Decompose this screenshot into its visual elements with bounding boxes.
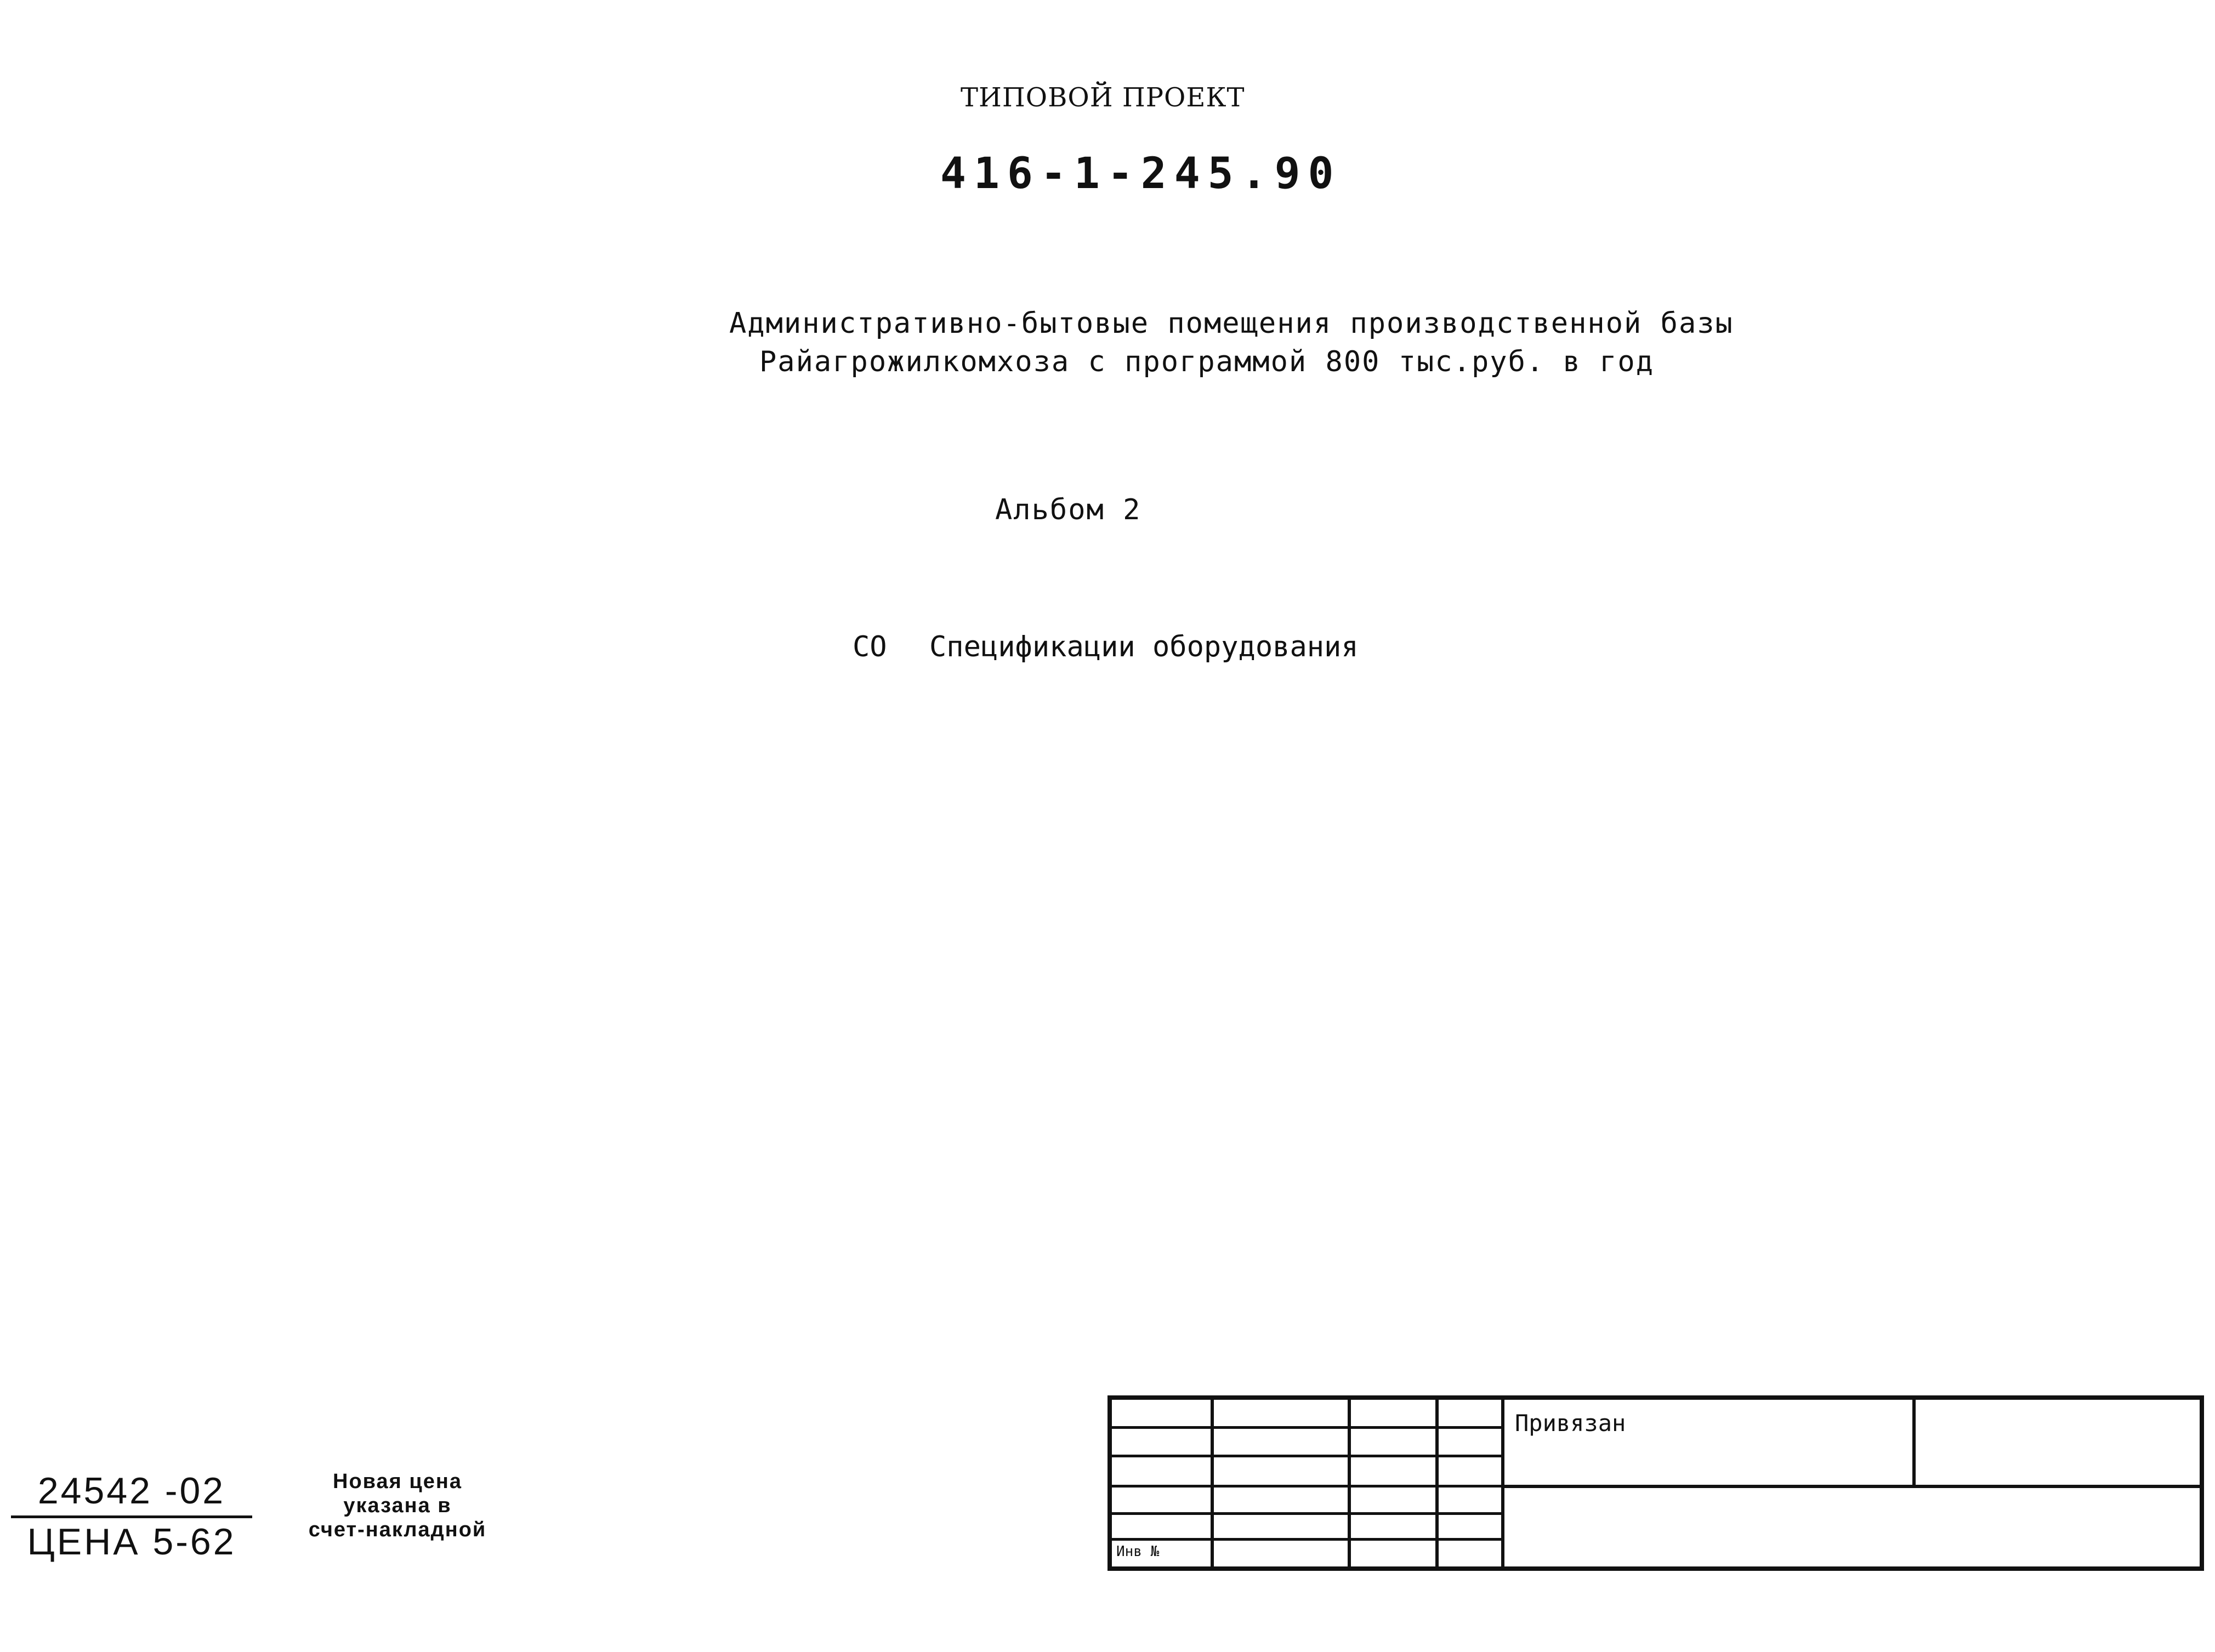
price-note — [277, 1469, 518, 1542]
document-title-line-1: Административно-бытовые помещения производственной базы — [729, 307, 1734, 340]
title-block-stamp — [1108, 1395, 2204, 1571]
stamp-line — [1501, 1485, 2203, 1488]
section-code: СО — [853, 631, 887, 663]
price-value: ЦЕНА 5-62 — [27, 1521, 236, 1563]
price-note-line-3: счет-накладной — [308, 1518, 487, 1541]
privyazan-label: Привязан — [1515, 1410, 1626, 1437]
catalog-number: 24542 -02 — [37, 1470, 226, 1512]
stamp-line — [1112, 1512, 1504, 1515]
stamp-line — [1501, 1400, 1504, 1566]
section-name: Спецификации оборудования — [929, 631, 1359, 663]
inventory-number-label: Инв № — [1116, 1543, 1160, 1560]
stamp-line — [1112, 1485, 1504, 1488]
section-entry — [853, 631, 1359, 663]
stamp-line — [1112, 1538, 1504, 1541]
stamp-line — [1211, 1400, 1214, 1566]
stamp-line — [1348, 1400, 1351, 1566]
project-type-heading: ТИПОВОЙ ПРОЕКТ — [961, 82, 1245, 113]
stamp-line — [1112, 1455, 1504, 1457]
price-block — [5, 1469, 258, 1563]
project-code: 416-1-245.90 — [940, 149, 1342, 198]
price-note-line-2: указана в — [343, 1494, 452, 1517]
price-note-line-1: Новая цена — [333, 1470, 462, 1493]
document-title-line-2: Райагрожилкомхоза с программой 800 тыс.руб. в год — [759, 345, 1655, 378]
stamp-line — [1912, 1400, 1916, 1488]
stamp-line — [1435, 1400, 1439, 1566]
album-label: Альбом 2 — [995, 493, 1141, 526]
stamp-line — [1112, 1426, 1504, 1429]
